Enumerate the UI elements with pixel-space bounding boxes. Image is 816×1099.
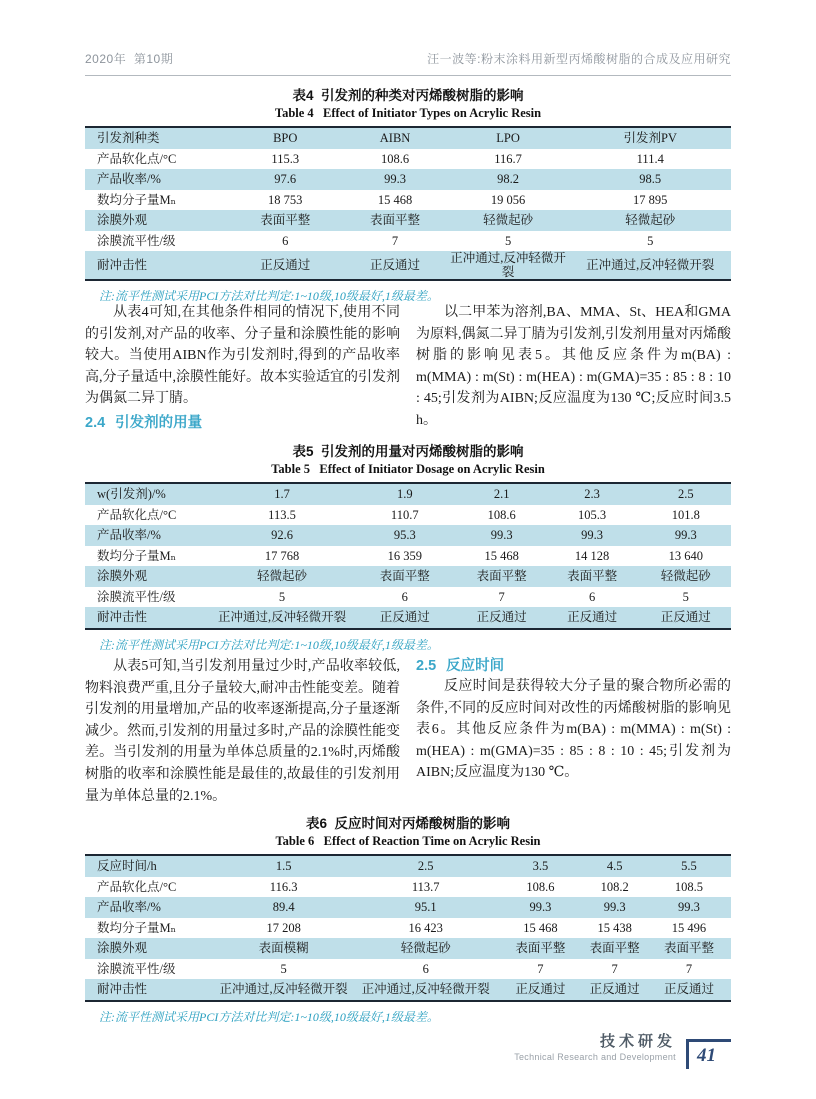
cell-value: 5 [647, 233, 654, 248]
cell-value: 99.3 [674, 528, 697, 543]
row-label: 反应时间/h [97, 859, 157, 874]
table6 [85, 854, 731, 1002]
section-number: 2.4 [85, 414, 106, 431]
cell-value: 5.5 [681, 859, 697, 874]
table-row [85, 149, 731, 170]
row-label: 涂膜流平性/级 [97, 589, 176, 604]
cell-value: 表面平整 [663, 941, 714, 956]
cell-value: 116.7 [494, 151, 522, 166]
cell-value: 正反通过 [515, 982, 566, 997]
cell-value: 98.5 [639, 172, 662, 187]
table6-block [85, 816, 731, 1025]
cell-value: 2.1 [493, 487, 510, 502]
table4-note: 注:流平性测试采用PCI方法对比判定:1~10级,10级最好,1级最差。 [99, 289, 439, 303]
table-row [85, 169, 731, 190]
row-label: 产品收率/% [97, 900, 161, 915]
table-row [85, 251, 731, 280]
table4 [85, 126, 731, 281]
section-heading-2-4 [85, 413, 400, 433]
section-title: 反应时间 [446, 658, 505, 674]
cell-value: 正反通过 [567, 610, 618, 625]
right-column [416, 656, 731, 807]
cell-value: 17 895 [633, 192, 668, 207]
cell-value: 表面模糊 [258, 941, 309, 956]
cell-value: 正反通过 [660, 610, 711, 625]
cell-value: 2.3 [584, 487, 600, 502]
table-row [85, 483, 731, 505]
cell-value: 7 [498, 589, 505, 604]
cell-value: 95.1 [414, 900, 437, 915]
row-label: 数均分子量Mₙ [97, 192, 177, 207]
footer-section-cn: 技术研发 [599, 1033, 676, 1050]
cell-value: 6 [401, 589, 408, 604]
left-column [85, 302, 400, 433]
cell-value: 6 [422, 961, 429, 976]
row-label: 数均分子量Mₙ [97, 548, 177, 563]
text-block-2 [85, 656, 731, 807]
cell-value: 108.5 [674, 879, 704, 894]
cell-value: 正反通过 [379, 610, 430, 625]
cell-value: 轻微起砂 [400, 941, 451, 956]
table5-note: 注:流平性测试采用PCI方法对比判定:1~10级,10级最好,1级最差。 [99, 637, 439, 652]
cell-value: 97.6 [274, 172, 297, 187]
table5-title-en: Table 5 Effect of Initiator Dosage on Acrylic Resin [271, 462, 545, 476]
cell-value: 92.6 [271, 528, 293, 543]
cell-value: 正反通过 [476, 610, 527, 625]
cell-value: 89.4 [272, 900, 295, 915]
running-head [85, 50, 731, 76]
table-row [85, 210, 731, 231]
table5 [85, 482, 731, 630]
table-row [85, 877, 731, 898]
cell-value: 4.5 [606, 859, 623, 874]
table-row [85, 979, 731, 1001]
paragraph-initiator-dosage-intro: 以二甲苯为溶剂,BA、MMA、St、HEA和GMA为原料,偶氮二异丁腈为引发剂,引发剂用量对丙烯酸树脂的影响见表5。其他反应条件为m(BA) : m(MMA) : m(St) : m(HEA) : m(GMA)=35 : 85 : 8 : 10 : 45;引发剂为AIBN;反应温度为130 ℃;反应时间3.5 h。 [416, 305, 731, 428]
cell-value: 轻微起砂 [660, 569, 711, 584]
cell-value: 14 128 [574, 548, 610, 563]
cell-value: 95.3 [393, 528, 416, 543]
cell-value: 1.7 [274, 487, 290, 502]
table4-title-cn: 表4 引发剂的种类对丙烯酸树脂的影响 [292, 88, 524, 103]
paragraph-table4-discussion: 从表4可知,在其他条件相同的情况下,使用不同的引发剂,对产品的收率、分子量和涂膜性能的影响较大。当使用AIBN作为引发剂时,得到的产品收率高,分子量适中,涂膜性能好。故本实验适宜的引发剂为偶氮二异丁腈。 [85, 305, 400, 407]
cell-value: 正冲通过,反冲轻微开裂 [219, 982, 348, 997]
cell-value: 5 [280, 961, 287, 976]
page-number-badge [686, 1039, 731, 1068]
cell-value: 7 [537, 961, 544, 976]
table-row [85, 855, 731, 877]
cell-value: 15 468 [377, 192, 413, 207]
cell-value: 正反通过 [589, 982, 640, 997]
row-label: 耐冲击性 [97, 982, 148, 997]
cell-value: 表面平整 [476, 569, 527, 584]
row-label: 产品软化点/°C [97, 507, 177, 522]
cell-value: 表面平整 [370, 213, 421, 228]
cell-value: 正冲通过,反冲轻微开裂 [586, 258, 715, 272]
cell-value: 1.9 [396, 487, 413, 502]
row-label: 涂膜外观 [97, 941, 148, 956]
footer-section-en: Technical Research and Development [514, 1052, 676, 1062]
cell-value: 7 [391, 233, 399, 248]
row-label: 产品软化点/°C [97, 879, 177, 894]
cell-value: 轻微起砂 [483, 213, 534, 228]
cell-value: 表面平整 [515, 941, 566, 956]
cell-value: 正冲通过,反冲轻微开裂 [361, 982, 490, 997]
table-row [85, 918, 731, 939]
section-number: 2.5 [416, 658, 437, 674]
table-row [85, 127, 731, 149]
row-label: 涂膜流平性/级 [97, 961, 176, 976]
cell-value: 111.4 [636, 151, 664, 166]
running-title: 汪一波等:粉末涂料用新型丙烯酸树脂的合成及应用研究 [427, 52, 731, 66]
cell-value: 2.5 [677, 487, 694, 502]
cell-value: 116.3 [269, 879, 298, 894]
issue-label: 2020年 第10期 [85, 52, 174, 66]
cell-value: 99.3 [490, 528, 513, 543]
row-label: 引发剂种类 [97, 131, 160, 146]
table4-title-en: Table 4 Effect of Initiator Types on Acrylic Resin [274, 106, 542, 120]
cell-value: 17 768 [264, 548, 300, 563]
row-label: 耐冲击性 [97, 610, 148, 625]
cell-value: 正反通过 [260, 258, 311, 272]
footer-section-labels [514, 1031, 676, 1062]
table5-title-cn: 表5 引发剂的用量对丙烯酸树脂的影响 [292, 444, 524, 459]
cell-value: 19 056 [490, 192, 526, 207]
table-row [85, 607, 731, 629]
cell-value: 3.5 [532, 859, 549, 874]
cell-value: 105.3 [578, 507, 607, 522]
table5-block [85, 444, 731, 653]
section-heading-2-5 [416, 656, 731, 676]
row-label: 产品软化点/°C [97, 151, 177, 166]
cell-value: 15 438 [597, 920, 632, 935]
table-row [85, 897, 731, 918]
cell-value: LPO [496, 131, 520, 146]
cell-value: 108.6 [380, 151, 410, 166]
cell-value: 98.2 [497, 172, 520, 187]
table-row [85, 566, 731, 587]
paragraph-reaction-time-intro: 反应时间是获得较大分子量的聚合物所必需的条件,不同的反应时间对改性的丙烯酸树脂的影响见表6。其他反应条件为m(BA) : m(MMA) : m(St) : m(HEA) : m(GMA)=35 : 85 : 8 : 10 : 45;引发剂为AIBN;反应温度为130 ℃。 [416, 679, 731, 781]
cell-value: 99.3 [384, 172, 406, 187]
cell-value: 1.5 [275, 859, 292, 874]
cell-value: 18 753 [268, 192, 303, 207]
table-row [85, 938, 731, 959]
row-label: 产品收率/% [97, 172, 161, 187]
cell-value: 108.6 [487, 507, 516, 522]
cell-value: 108.2 [600, 879, 629, 894]
cell-value: AIBN [379, 131, 411, 146]
cell-value: 15 468 [484, 548, 519, 563]
page-footer [514, 1031, 731, 1068]
table6-title-en: Table 6 Effect of Reaction Time on Acrylic Resin [275, 834, 541, 848]
cell-value: 99.3 [529, 900, 552, 915]
right-column [416, 302, 731, 433]
section-title: 引发剂的用量 [115, 414, 203, 431]
cell-value: 110.7 [390, 507, 419, 522]
cell-value: 99.3 [603, 900, 626, 915]
cell-value: 轻微起砂 [257, 569, 308, 584]
cell-value: 17 208 [266, 920, 301, 935]
table-row [85, 231, 731, 252]
cell-value: 轻微起砂 [625, 213, 676, 228]
cell-value: 表面平整 [589, 941, 640, 956]
cell-value: 16 359 [387, 548, 422, 563]
text-block-1 [85, 302, 731, 433]
cell-value: 101.8 [671, 507, 700, 522]
row-label: 涂膜流平性/级 [97, 233, 176, 248]
row-label: 涂膜外观 [97, 213, 148, 228]
cell-value: 113.7 [411, 879, 440, 894]
cell-value: 6 [588, 589, 596, 604]
table-row [85, 546, 731, 567]
cell-value: BPO [273, 131, 298, 146]
table-row [85, 525, 731, 546]
cell-value: 引发剂PV [623, 131, 677, 146]
row-label: w(引发剂)/% [97, 487, 166, 502]
cell-value: 7 [685, 961, 693, 976]
table6-title-cn: 表6 反应时间对丙烯酸树脂的影响 [305, 816, 510, 831]
page-number: 41 [697, 1045, 716, 1066]
paragraph-table5-discussion: 从表5可知,当引发剂用量过少时,产品收率较低,物料浪费严重,且分子量较大,耐冲击性能变差。随着引发剂的用量增加,产品的收率逐渐提高,分子量逐渐减少。然而,引发剂的用量过多时,产品的涂膜性能变差。当引发剂的用量为单体总质量的2.1%时,丙烯酸树脂的收率和涂膜性能是最佳的,故最佳的引发剂用量为单体总量的2.1%。 [85, 659, 400, 804]
cell-value: 15 496 [671, 920, 707, 935]
cell-value: 13 640 [668, 548, 703, 563]
cell-value: 99.3 [581, 528, 603, 543]
row-label: 产品收率/% [97, 528, 161, 543]
left-column [85, 656, 400, 807]
cell-value: 15 468 [523, 920, 558, 935]
row-label: 耐冲击性 [97, 258, 148, 272]
cell-value: 5 [682, 589, 689, 604]
cell-value: 正反通过 [370, 258, 421, 272]
cell-value: 6 [282, 233, 289, 248]
cell-value: 7 [611, 961, 618, 976]
cell-value: 表面平整 [567, 569, 618, 584]
cell-value: 16 423 [408, 920, 443, 935]
row-label: 涂膜外观 [97, 569, 148, 584]
cell-value: 108.6 [526, 879, 555, 894]
table-row [85, 505, 731, 526]
row-label: 数均分子量Mₙ [97, 920, 177, 935]
table-row [85, 587, 731, 608]
cell-value: 2.5 [417, 859, 434, 874]
cell-value: 5 [504, 233, 512, 248]
cell-value: 正冲通过,反冲轻微开裂 [217, 610, 347, 625]
table-row [85, 190, 731, 211]
cell-value: 表面平整 [260, 213, 311, 228]
cell-value: 5 [278, 589, 286, 604]
table6-note: 注:流平性测试采用PCI方法对比判定:1~10级,10级最好,1级最差。 [99, 1009, 439, 1024]
cell-value: 99.3 [678, 900, 700, 915]
table4-block [85, 88, 731, 304]
table-row [85, 959, 731, 980]
cell-value: 正反通过 [663, 982, 714, 997]
cell-value: 正冲通过,反冲轻微开裂 [450, 251, 566, 279]
cell-value: 表面平整 [379, 569, 430, 584]
cell-value: 113.5 [268, 507, 296, 522]
cell-value: 115.3 [271, 151, 300, 166]
